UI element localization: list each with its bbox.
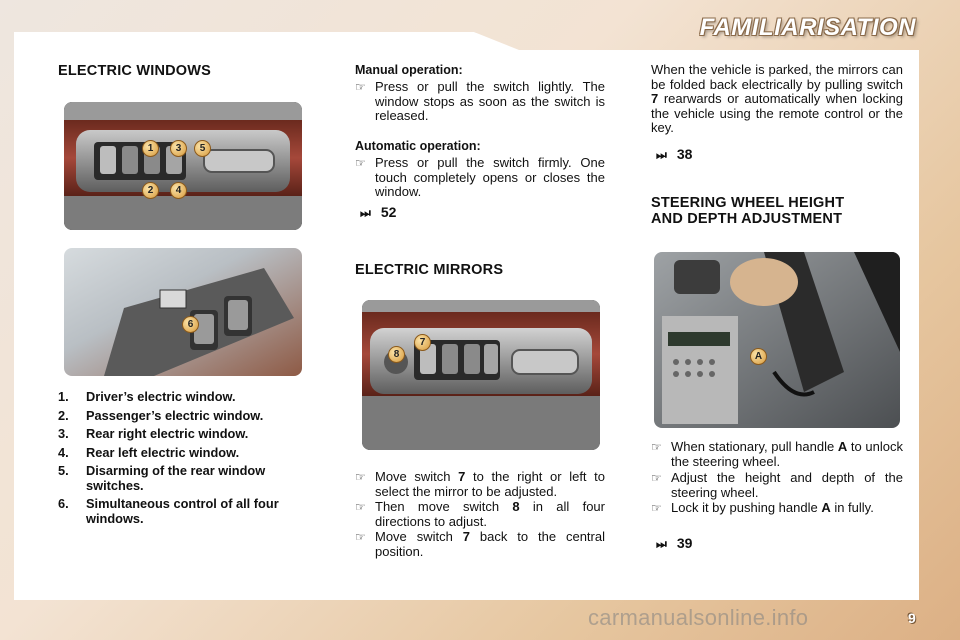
pointing-hand-icon: ☞: [355, 80, 366, 94]
electric-windows-heading: ELECTRIC WINDOWS: [58, 63, 212, 79]
callout-badge-8: 8: [388, 346, 405, 363]
electric-mirrors-heading: ELECTRIC MIRRORS: [355, 262, 504, 278]
list-item: 6. Simultaneous control of all four windows.: [58, 496, 279, 526]
page-ref-arrow-icon: ⏭: [360, 206, 371, 220]
window-switch-photo: [64, 102, 302, 230]
pointing-hand-icon: ☞: [355, 470, 366, 484]
pointing-hand-icon: ☞: [355, 500, 366, 514]
callout-badge-3: 3: [170, 140, 187, 157]
callout-badge-4: 4: [170, 182, 187, 199]
list-item: 1. Driver’s electric window.: [58, 389, 236, 404]
steering-column-photo: [654, 252, 900, 428]
pointing-hand-icon: ☞: [355, 530, 366, 544]
manual-operation-heading: Manual operation:: [355, 63, 463, 77]
window-controls-list: [58, 390, 308, 530]
pointing-hand-icon: ☞: [651, 501, 662, 515]
pointing-hand-icon: ☞: [651, 471, 662, 485]
page-ref-arrow-icon: ⏭: [656, 148, 667, 162]
page-reference-52[interactable]: ⏭ 52: [360, 204, 397, 220]
callout-badge-6: 6: [182, 316, 199, 333]
steering-instruction-2: ☞ Adjust the height and depth of the steering wheel.: [651, 470, 903, 500]
rear-window-switch-photo: [64, 248, 302, 376]
list-item: 3. Rear right electric window.: [58, 426, 249, 441]
callout-badge-2: 2: [142, 182, 159, 199]
steering-instruction-3: ☞ Lock it by pushing handle A in fully.: [651, 500, 874, 515]
watermark: carmanualsonline.info: [588, 605, 809, 630]
automatic-operation-text: ☞ Press or pull the switch firmly. One touch completely opens or closes the window.: [355, 155, 605, 199]
page-number: 9: [908, 610, 916, 626]
steering-instruction-1: ☞ When stationary, pull handle A to unlock the steering wheel.: [651, 439, 903, 469]
automatic-operation-heading: Automatic operation:: [355, 139, 481, 153]
list-item: 5. Disarming of the rear window switches.: [58, 463, 266, 493]
callout-badge-A: A: [750, 348, 767, 365]
mirror-instruction-2: ☞ Then move switch 8 in all four directions to adjust.: [355, 499, 605, 529]
callout-badge-5: 5: [194, 140, 211, 157]
list-item: 4. Rear left electric window.: [58, 444, 240, 460]
steering-heading: STEERING WHEEL HEIGHT AND DEPTH ADJUSTMENT: [651, 195, 845, 227]
list-item: 2. Passenger’s electric window.: [58, 407, 264, 423]
mirror-folding-text: When the vehicle is parked, the mirrors can be folded back electrically by pulling switch 7 rearwards or automatically when locking the vehicle using the remote control or the key.: [651, 62, 903, 135]
callout-badge-7: 7: [414, 334, 431, 351]
callout-badge-1: 1: [142, 140, 159, 157]
page-ref-arrow-icon: ⏭: [656, 537, 667, 551]
mirror-switch-photo: [362, 300, 600, 450]
pointing-hand-icon: ☞: [355, 156, 366, 170]
manual-operation-text: ☞ Press or pull the switch lightly. The window stops as soon as the switch is released.: [355, 79, 605, 123]
mirror-instruction-1: ☞ Move switch 7 to the right or left to select the mirror to be adjusted.: [355, 469, 605, 499]
mirror-instruction-3: ☞ Move switch 7 back to the central position.: [355, 529, 605, 559]
page-reference-38[interactable]: ⏭ 38: [656, 146, 693, 162]
section-title: FAMILIARISATION: [699, 14, 916, 41]
pointing-hand-icon: ☞: [651, 440, 662, 454]
page-reference-39[interactable]: ⏭ 39: [656, 535, 693, 551]
